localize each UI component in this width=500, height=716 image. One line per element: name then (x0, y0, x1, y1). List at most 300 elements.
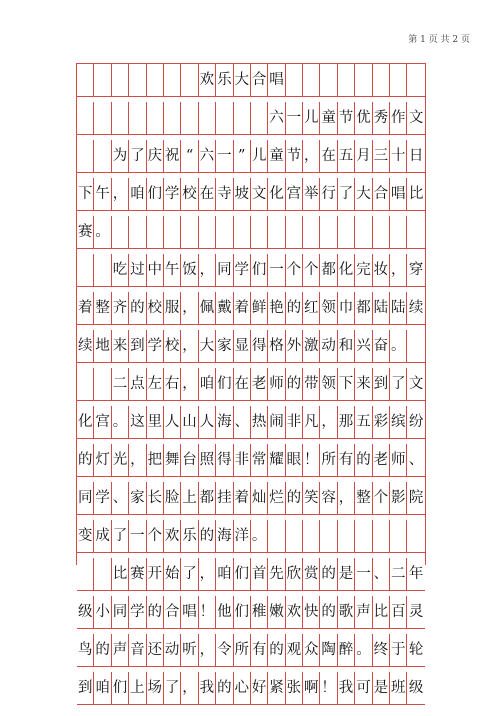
grid-cell (303, 520, 320, 552)
grid-cell: 轮 (408, 641, 424, 658)
grid-cell: 来 (355, 368, 372, 400)
grid-cell: 一 (355, 558, 372, 590)
grid-cell: 是 (338, 558, 355, 590)
grid-cell: 照 (199, 444, 216, 476)
grid-cell: 寺 (216, 178, 233, 210)
grid-cell: 的 (129, 292, 146, 324)
grid-cell: 。 (251, 520, 268, 552)
grid-cell (112, 102, 129, 134)
grid-cell: 了 (164, 672, 181, 704)
grid-cell (234, 102, 251, 134)
grid-cell: ！ (320, 672, 337, 704)
grid-cell: 了 (129, 140, 146, 172)
grid-cell: 变 (77, 520, 94, 552)
essay-line (77, 178, 425, 211)
grid-cell (373, 64, 390, 96)
grid-cell: 同 (77, 482, 94, 514)
grid-cell (112, 216, 129, 248)
grid-cell: 洋 (234, 520, 251, 552)
grid-cell: 佩 (199, 292, 216, 324)
grid-cell (286, 64, 303, 96)
grid-cell (129, 102, 146, 134)
grid-cell: 里 (147, 406, 164, 438)
grid-cell: 化 (338, 254, 355, 286)
grid-cell: 服 (164, 292, 181, 324)
grid-cell (320, 64, 337, 96)
grid-cell: ！ (199, 596, 216, 628)
grid-cell: 整 (94, 292, 111, 324)
grid-cell: 学 (147, 330, 164, 362)
grid-cell: 节 (286, 140, 303, 172)
grid-cell (77, 102, 94, 134)
grid-cell: 日 (408, 147, 424, 164)
essay-line (77, 558, 425, 591)
grid-cell: 欢 (164, 520, 181, 552)
grid-cell (181, 64, 198, 96)
grid-cell: 着 (234, 292, 251, 324)
essay-line (77, 672, 425, 705)
grid-cell: 个 (303, 254, 320, 286)
grid-cell: 到 (373, 368, 390, 400)
grid-cell: 同 (112, 596, 129, 628)
grid-cell: 唱 (268, 64, 285, 96)
grid-cell: 过 (129, 254, 146, 286)
grid-cell (251, 102, 268, 134)
grid-cell: 声 (355, 596, 372, 628)
grid-cell: 一 (216, 140, 233, 172)
grid-cell: 午 (94, 178, 111, 210)
grid-cell: 非 (234, 444, 251, 476)
grid-cell (129, 216, 146, 248)
grid-cell: 行 (320, 178, 337, 210)
grid-cell: 常 (251, 444, 268, 476)
grid-cell: 动 (164, 634, 181, 666)
grid-cell: ， (199, 254, 216, 286)
grid-cell: 唱 (390, 178, 407, 210)
grid-cell: 同 (216, 254, 233, 286)
grid-cell: 校 (164, 330, 181, 362)
grid-cell (251, 216, 268, 248)
grid-cell: 老 (373, 444, 390, 476)
grid-cell: 了 (112, 520, 129, 552)
grid-cell: “ (181, 140, 198, 172)
essay-line (77, 482, 425, 515)
grid-cell: 还 (147, 634, 164, 666)
grid-cell: 人 (164, 406, 181, 438)
grid-cell: 缤 (390, 406, 407, 438)
grid-cell: 了 (181, 558, 198, 590)
grid-cell: 外 (286, 330, 303, 362)
page-indicator: 第 1 页 共 2 页 (408, 35, 470, 45)
grid-cell: 的 (320, 558, 337, 590)
grid-cell (129, 64, 146, 96)
grid-cell (147, 216, 164, 248)
grid-cell: 文 (408, 375, 424, 392)
grid-cell (373, 520, 390, 552)
grid-cell: 们 (216, 368, 233, 400)
grid-cell (268, 216, 285, 248)
grid-cell: 海 (216, 406, 233, 438)
grid-cell: 左 (147, 368, 164, 400)
grid-cell: 歌 (338, 596, 355, 628)
grid-cell: 陶 (320, 634, 337, 666)
grid-cell: 右 (164, 368, 181, 400)
grid-cell: 、 (112, 482, 129, 514)
grid-cell: 灯 (94, 444, 111, 476)
grid-cell: 的 (355, 444, 372, 476)
grid-cell: 们 (234, 596, 251, 628)
grid-cell: 到 (77, 672, 94, 704)
grid-cell: 赏 (303, 558, 320, 590)
grid-cell: 在 (199, 178, 216, 210)
grid-cell: 。 (390, 330, 407, 362)
grid-cell (355, 520, 372, 552)
grid-cell: 举 (303, 178, 320, 210)
grid-cell (164, 216, 181, 248)
grid-cell: 艳 (268, 292, 285, 324)
grid-cell (147, 64, 164, 96)
grid-cell: ， (181, 672, 198, 704)
grid-cell: 啊 (303, 672, 320, 704)
grid-cell: 陆 (390, 292, 407, 324)
grid-cell: 咱 (199, 368, 216, 400)
grid-cell: 比 (112, 558, 129, 590)
grid-cell (320, 216, 337, 248)
essay-line (77, 368, 425, 401)
grid-cell (303, 64, 320, 96)
essay-line (77, 254, 425, 287)
grid-cell: 宫 (286, 178, 303, 210)
grid-cell (303, 216, 320, 248)
grid-cell: 声 (112, 634, 129, 666)
grid-cell: 烂 (268, 482, 285, 514)
grid-cell: 下 (338, 368, 355, 400)
grid-cell: 文 (408, 109, 424, 126)
grid-cell: 领 (320, 368, 337, 400)
grid-cell: 听 (181, 634, 198, 666)
grid-cell: 的 (268, 634, 285, 666)
grid-cell (407, 520, 424, 552)
grid-cell: 笑 (303, 482, 320, 514)
grid-cell: 都 (199, 482, 216, 514)
grid-cell: 可 (355, 672, 372, 704)
essay-line (77, 330, 425, 363)
grid-cell: ， (112, 178, 129, 210)
grid-cell: ， (129, 444, 146, 476)
grid-cell: 来 (112, 330, 129, 362)
grid-cell: ， (338, 482, 355, 514)
grid-cell (390, 216, 407, 248)
grid-cell: 彩 (373, 406, 390, 438)
grid-cell: 欣 (286, 558, 303, 590)
grid-cell: 陆 (373, 292, 390, 324)
grid-cell: 上 (129, 672, 146, 704)
essay-line (77, 140, 425, 173)
grid-cell: 带 (303, 368, 320, 400)
grid-cell: 坡 (234, 178, 251, 210)
grid-cell: 下 (77, 178, 94, 210)
manuscript-grid (76, 63, 426, 696)
grid-cell: 的 (199, 520, 216, 552)
grid-cell: 童 (320, 102, 337, 134)
grid-cell: ， (303, 140, 320, 172)
grid-cell: 们 (112, 672, 129, 704)
grid-cell: 海 (216, 520, 233, 552)
grid-cell: 饭 (181, 254, 198, 286)
grid-cell: 眼 (286, 444, 303, 476)
grid-cell: 奋 (373, 330, 390, 362)
grid-cell: 唱 (181, 596, 198, 628)
grid-cell: 着 (234, 482, 251, 514)
grid-cell: 们 (147, 178, 164, 210)
grid-cell (199, 216, 216, 248)
grid-cell: 院 (408, 489, 424, 506)
grid-cell: 稚 (251, 596, 268, 628)
grid-cell: 这 (129, 406, 146, 438)
grid-cell (94, 102, 111, 134)
grid-cell: 班 (390, 672, 407, 704)
grid-cell: 文 (251, 178, 268, 210)
grid-cell: 开 (147, 558, 164, 590)
grid-cell (181, 102, 198, 134)
grid-cell: 和 (338, 330, 355, 362)
grid-cell: 完 (355, 254, 372, 286)
grid-cell: 的 (286, 292, 303, 324)
grid-cell (77, 64, 94, 96)
grid-cell: 优 (355, 102, 372, 134)
grid-cell: 的 (77, 444, 94, 476)
grid-cell: 紧 (268, 672, 285, 704)
essay-line (77, 216, 425, 249)
grid-cell: 咱 (94, 672, 111, 704)
grid-cell: 领 (320, 292, 337, 324)
grid-cell: 。 (94, 216, 111, 248)
grid-cell: 一 (286, 102, 303, 134)
grid-cell: 个 (286, 254, 303, 286)
grid-cell: 大 (234, 64, 251, 96)
grid-cell: 影 (390, 482, 407, 514)
grid-cell: 灿 (251, 482, 268, 514)
grid-cell: 化 (77, 406, 94, 438)
essay-line (77, 64, 425, 97)
grid-cell: 长 (147, 482, 164, 514)
grid-cell: ， (199, 634, 216, 666)
grid-cell: 都 (355, 292, 372, 324)
grid-cell: 们 (251, 254, 268, 286)
grid-cell: 他 (216, 596, 233, 628)
grid-cell: 、 (408, 451, 424, 468)
grid-cell: 了 (338, 178, 355, 210)
grid-cell: 齐 (112, 292, 129, 324)
grid-cell: 我 (199, 672, 216, 704)
grid-cell: 容 (320, 482, 337, 514)
grid-cell: 个 (373, 482, 390, 514)
grid-cell: 祝 (164, 140, 181, 172)
grid-cell (355, 64, 372, 96)
grid-cell: 合 (251, 64, 268, 96)
grid-cell: 的 (320, 596, 337, 628)
grid-cell: 戴 (216, 292, 233, 324)
grid-cell: 点 (129, 368, 146, 400)
grid-cell (77, 140, 94, 172)
essay-line (77, 102, 425, 135)
grid-cell (94, 368, 111, 400)
grid-cell: 合 (164, 596, 181, 628)
grid-cell: 三 (373, 140, 390, 172)
grid-cell: 级 (77, 596, 94, 628)
grid-cell: 家 (129, 482, 146, 514)
grid-cell: 月 (355, 140, 372, 172)
grid-cell (199, 102, 216, 134)
grid-cell: 六 (268, 102, 285, 134)
grid-cell (112, 64, 129, 96)
grid-cell: 续 (408, 299, 424, 316)
grid-cell: 的 (286, 368, 303, 400)
grid-cell (77, 368, 94, 400)
grid-cell: 舞 (164, 444, 181, 476)
grid-cell: 家 (216, 330, 233, 362)
grid-cell (216, 102, 233, 134)
grid-cell: 童 (268, 140, 285, 172)
grid-cell (407, 216, 424, 248)
grid-cell: 灵 (408, 603, 424, 620)
grid-cell: 咱 (129, 178, 146, 210)
grid-cell: 我 (338, 672, 355, 704)
grid-cell (320, 520, 337, 552)
grid-cell: 有 (251, 634, 268, 666)
grid-cell: 始 (164, 558, 181, 590)
essay-line (77, 406, 425, 439)
grid-cell: 欢 (199, 64, 216, 96)
grid-cell: 十 (390, 140, 407, 172)
grid-cell: 山 (181, 406, 198, 438)
grid-cell: 二 (112, 368, 129, 400)
grid-cell: 好 (251, 672, 268, 704)
grid-cell: 显 (234, 330, 251, 362)
grid-cell (147, 102, 164, 134)
grid-cell: 六 (199, 140, 216, 172)
grid-cell (338, 216, 355, 248)
grid-cell: 小 (94, 596, 111, 628)
grid-cell: 所 (320, 444, 337, 476)
grid-cell: 校 (181, 178, 198, 210)
grid-cell: 挂 (216, 482, 233, 514)
grid-cell: 校 (147, 292, 164, 324)
grid-cell: 得 (251, 330, 268, 362)
grid-cell: 一 (268, 254, 285, 286)
grid-cell (94, 140, 111, 172)
grid-cell: 秀 (373, 102, 390, 134)
grid-cell: 学 (94, 482, 111, 514)
grid-cell: 年 (408, 565, 424, 582)
grid-cell: 在 (320, 140, 337, 172)
grid-cell: ” (234, 140, 251, 172)
grid-cell: 二 (390, 558, 407, 590)
essay-line (77, 596, 425, 629)
grid-cell: 的 (216, 672, 233, 704)
grid-cell: 脸 (164, 482, 181, 514)
essay-line (77, 444, 425, 477)
grid-cell: 先 (268, 558, 285, 590)
grid-cell (286, 520, 303, 552)
grid-cell: 咱 (216, 558, 233, 590)
grid-cell: 老 (251, 368, 268, 400)
grid-cell: 学 (234, 254, 251, 286)
grid-cell: 庆 (147, 140, 164, 172)
grid-cell (286, 216, 303, 248)
grid-cell: 所 (234, 634, 251, 666)
grid-cell: 凡 (303, 406, 320, 438)
grid-cell: 把 (147, 444, 164, 476)
grid-cell: 热 (251, 406, 268, 438)
grid-cell: ， (181, 368, 198, 400)
grid-cell (338, 520, 355, 552)
grid-cell: 众 (303, 634, 320, 666)
grid-cell (164, 102, 181, 134)
grid-cell: 为 (112, 140, 129, 172)
grid-cell: 师 (268, 368, 285, 400)
essay-line (77, 520, 425, 553)
grid-cell: 学 (129, 596, 146, 628)
grid-cell: 了 (390, 368, 407, 400)
grid-cell (373, 216, 390, 248)
grid-cell: 快 (303, 596, 320, 628)
grid-cell: 妆 (373, 254, 390, 286)
grid-cell: 成 (94, 520, 111, 552)
grid-cell: 的 (147, 596, 164, 628)
grid-cell: 醉 (338, 634, 355, 666)
grid-cell: 非 (286, 406, 303, 438)
grid-cell: 、 (373, 558, 390, 590)
grid-cell: 红 (303, 292, 320, 324)
grid-cell: 师 (390, 444, 407, 476)
grid-cell: 观 (286, 634, 303, 666)
grid-cell: 大 (199, 330, 216, 362)
grid-cell: 巾 (338, 292, 355, 324)
grid-cell: 大 (355, 178, 372, 210)
grid-cell (77, 558, 94, 590)
grid-cell: 场 (147, 672, 164, 704)
grid-cell: 合 (373, 178, 390, 210)
grid-cell: 在 (234, 368, 251, 400)
grid-cell: 地 (94, 330, 111, 362)
grid-cell: 赛 (129, 558, 146, 590)
grid-cell: 学 (164, 178, 181, 210)
grid-cell: 台 (181, 444, 198, 476)
grid-cell: 上 (181, 482, 198, 514)
grid-cell: 五 (355, 406, 372, 438)
grid-cell: 令 (216, 634, 233, 666)
grid-cell: 吃 (112, 254, 129, 286)
grid-cell: 耀 (268, 444, 285, 476)
essay-line (77, 292, 425, 325)
grid-cell: 百 (390, 596, 407, 628)
grid-cell: 节 (338, 102, 355, 134)
grid-cell (407, 64, 424, 96)
grid-cell: 动 (320, 330, 337, 362)
grid-cell (390, 64, 407, 96)
grid-cell (164, 64, 181, 96)
grid-cell: 续 (77, 330, 94, 362)
grid-cell: 兴 (355, 330, 372, 362)
grid-cell (234, 216, 251, 248)
grid-cell: 激 (303, 330, 320, 362)
grid-cell: 心 (234, 672, 251, 704)
grid-cell: ， (199, 558, 216, 590)
grid-cell: 得 (216, 444, 233, 476)
grid-cell: ， (181, 292, 198, 324)
grid-cell: 嫩 (268, 596, 285, 628)
